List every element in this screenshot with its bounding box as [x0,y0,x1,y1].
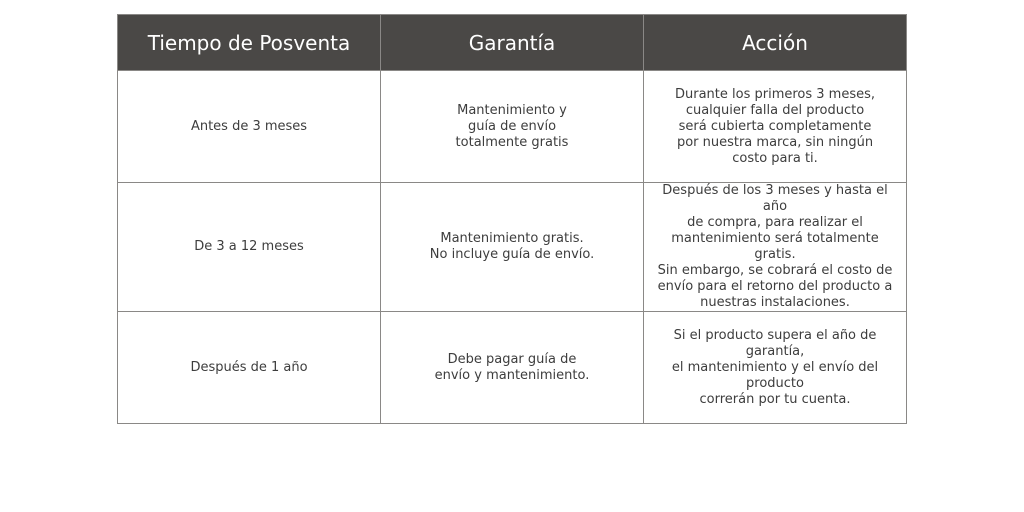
periodo-cell [118,312,381,424]
periodo-cell [118,71,381,183]
periodo-text: Después de 1 año [190,359,308,375]
garantia-text: Mantenimiento gratis. No incluye guía de envío. [429,231,595,262]
table-header [118,15,907,71]
table-row [118,183,907,312]
garantia-cell [381,312,644,424]
table-row [118,312,907,424]
garantia-cell [381,183,644,312]
warranty-table [117,14,907,424]
accion-text: Después de los 3 meses y hasta el año de compra, para realizar el mantenimiento será totalmente gratis. Sin embargo, se cobrará el costo de envío para el retorno del producto a nuestras instalaciones. [657,183,893,310]
garantia-cell [381,71,644,183]
garantia-text: Mantenimiento y guía de envío totalmente gratis [455,102,569,150]
header-garantia: Garantía [381,15,644,71]
header-tiempo-de-posventa: Tiempo de Posventa [118,15,381,71]
accion-cell [644,71,907,183]
header-accion: Acción [644,15,907,71]
header-row [118,15,907,71]
table-row [118,71,907,183]
periodo-cell [118,183,381,312]
periodo-text: De 3 a 12 meses [194,239,304,254]
accion-cell [644,183,907,312]
periodo-text: Antes de 3 meses [190,118,308,134]
garantia-text: Debe pagar guía de envío y mantenimiento. [434,351,590,383]
table-body [118,71,907,424]
accion-text: Si el producto supera el año de garantía, el mantenimiento y el envío del producto correrán por tu cuenta. [671,327,879,407]
accion-cell [644,312,907,424]
accion-text: Durante los primeros 3 meses, cualquier falla del producto será cubierta completamente por nuestra marca, sin ningún costo para ti. [674,86,876,166]
